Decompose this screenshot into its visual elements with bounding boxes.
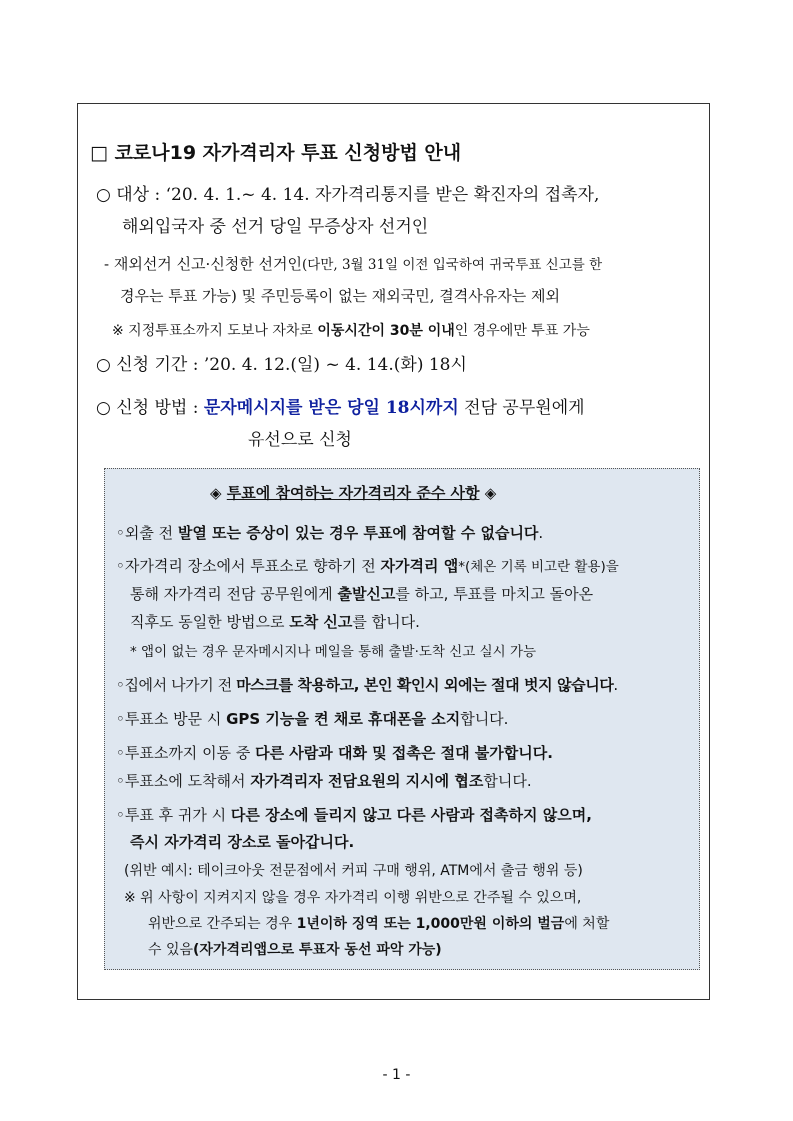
rule-5 bbox=[116, 742, 553, 763]
rule-2-line-3 bbox=[130, 611, 420, 632]
rule-6-bold: 자가격리자 전담요원의 지시에 협조 bbox=[250, 772, 484, 790]
method-suffix: 전담 공무원에게 bbox=[458, 398, 585, 418]
exclusion-line bbox=[104, 253, 602, 274]
rules-heading-text: 투표에 참여하는 자가격리자 준수 사항 bbox=[226, 484, 480, 502]
rule-2-line-2 bbox=[130, 583, 593, 604]
warning-line-1: ※ 위 사항이 지켜지지 않을 경우 자가격리 이행 위반으로 간주될 수 있으며, bbox=[124, 890, 582, 906]
rule-1-bold: 발열 또는 증상이 있는 경우 투표에 참여할 수 없습니다 bbox=[177, 524, 539, 542]
rule-2-suffix: *(체온 기록 비고란 활용)을 bbox=[458, 559, 619, 575]
warning-line-2 bbox=[148, 913, 609, 933]
rule-2 bbox=[116, 555, 619, 576]
rule-2-l3-suffix: 를 합니다. bbox=[352, 613, 420, 631]
violation-example: (위반 예시: 테이크아웃 전문점에서 커피 구매 행위, ATM에서 출금 행위 등) bbox=[124, 863, 583, 879]
travel-note-prefix: ※ 지정투표소까지 도보나 자차로 bbox=[112, 323, 318, 339]
exclusion-lead: - 재외선거 신고·신청한 선거인 bbox=[104, 255, 303, 273]
travel-note-bold: 이동시간이 30분 이내 bbox=[317, 323, 455, 339]
rule-5-bold: 다른 사람과 대화 및 접촉은 절대 불가합니다. bbox=[255, 744, 553, 762]
rules-heading bbox=[210, 482, 496, 503]
rule-7-bold: 다른 장소에 들리지 않고 다른 사람과 접촉하지 않으며, bbox=[230, 806, 592, 824]
rule-4-bold: GPS 기능을 켠 채로 휴대폰을 소지 bbox=[226, 710, 461, 728]
warning-l2-prefix: 위반으로 간주되는 경우 bbox=[148, 916, 297, 932]
rule-7-line-2: 즉시 자가격리 장소로 돌아갑니다. bbox=[130, 833, 355, 851]
method-line bbox=[96, 393, 585, 418]
rule-7 bbox=[116, 804, 592, 825]
rule-6 bbox=[116, 770, 532, 791]
rule-3-prefix: ◦집에서 나가기 전 bbox=[116, 676, 237, 694]
warning-line-3 bbox=[148, 939, 442, 959]
rule-1 bbox=[116, 522, 543, 543]
warning-l3-prefix: 수 있음 bbox=[148, 942, 194, 958]
page-title: □ 코로나19 자가격리자 투표 신청방법 안내 bbox=[90, 142, 462, 164]
travel-note bbox=[112, 320, 590, 340]
rule-2-l3-prefix: 직후도 동일한 방법으로 bbox=[130, 613, 290, 631]
rule-4-suffix: 합니다. bbox=[460, 710, 509, 728]
eligibility-continuation: 해외입국자 중 선거 당일 무증상자 선거인 bbox=[122, 217, 429, 237]
rule-2-note: * 앱이 없는 경우 문자메시지나 메일을 통해 출발·도착 신고 실시 가능 bbox=[130, 644, 537, 660]
rule-4-prefix: ◦투표소 방문 시 bbox=[116, 710, 227, 728]
period-line: ○ 신청 기간 : ’20. 4. 12.(일) ~ 4. 14.(화) 18시 bbox=[96, 355, 467, 375]
travel-note-suffix: 인 경우에만 투표 가능 bbox=[454, 323, 590, 339]
exclusion-note: (다만, 3월 31일 이전 입국하여 귀국투표 신고를 한 bbox=[302, 257, 603, 273]
rule-3-suffix: . bbox=[613, 676, 618, 694]
warning-l2-bold: 1년이하 징역 또는 1,000만원 이하의 벌금 bbox=[296, 916, 565, 932]
rule-7-prefix: ◦투표 후 귀가 시 bbox=[116, 806, 231, 824]
page-number: - 1 - bbox=[382, 1067, 411, 1083]
warning-l2-suffix: 에 처할 bbox=[564, 916, 610, 932]
rule-1-prefix: ◦외출 전 bbox=[116, 524, 178, 542]
rule-2-bold: 자가격리 앱 bbox=[380, 557, 459, 575]
method-highlight: 문자메시지를 받은 당일 18시까지 bbox=[203, 398, 459, 418]
warning-l3-bold: (자가격리앱으로 투표자 동선 파악 가능) bbox=[193, 942, 442, 958]
rule-2-l2-suffix: 를 하고, 투표를 마치고 돌아온 bbox=[395, 585, 594, 603]
rule-2-prefix: ◦자가격리 장소에서 투표소로 향하기 전 bbox=[116, 557, 381, 575]
rule-1-suffix: . bbox=[538, 524, 544, 542]
rule-3 bbox=[116, 674, 618, 695]
diamond-icon: ◈ bbox=[484, 484, 497, 502]
eligibility-line: ○ 대상 : ‘20. 4. 1.~ 4. 14. 자가격리통지를 받은 확진자의 접촉자, bbox=[96, 185, 600, 205]
exclusion-continuation: 경우는 투표 가능) 및 주민등록이 없는 재외국민, 결격사유자는 제외 bbox=[120, 287, 560, 305]
rule-2-l3-bold: 도착 신고 bbox=[289, 613, 353, 631]
method-continuation: 유선으로 신청 bbox=[248, 430, 352, 450]
rule-6-suffix: 합니다. bbox=[483, 772, 532, 790]
rule-3-bold: 마스크를 착용하고, 본인 확인시 외에는 절대 벗지 않습니다 bbox=[236, 676, 614, 694]
rule-6-prefix: ◦투표소에 도착해서 bbox=[116, 772, 251, 790]
rule-4 bbox=[116, 708, 508, 729]
rule-5-prefix: ◦투표소까지 이동 중 bbox=[116, 744, 256, 762]
rule-2-l2-bold: 출발신고 bbox=[337, 585, 396, 603]
diamond-icon: ◈ bbox=[210, 484, 222, 502]
rule-2-l2-prefix: 통해 자가격리 전담 공무원에게 bbox=[130, 585, 338, 603]
method-label: ○ 신청 방법 : bbox=[96, 398, 204, 418]
